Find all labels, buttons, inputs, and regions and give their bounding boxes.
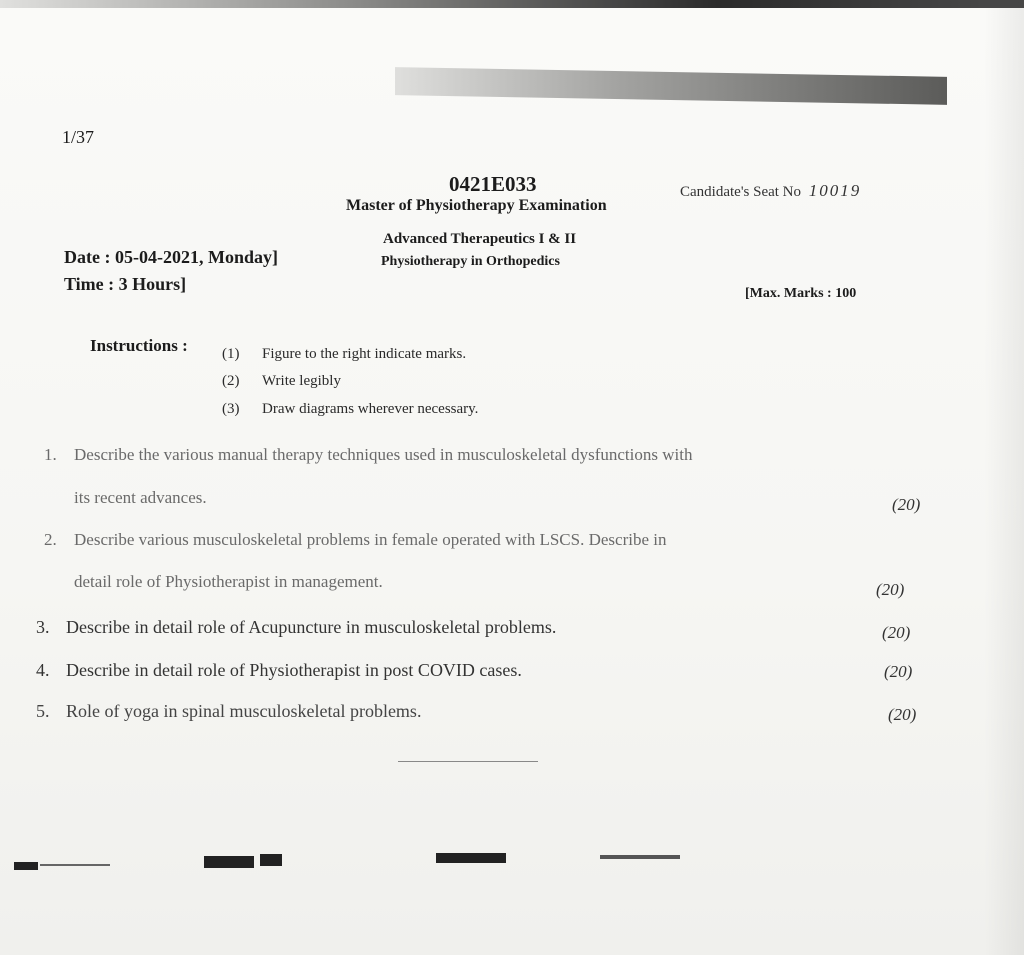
instruction-item	[222, 401, 478, 418]
end-divider	[398, 761, 538, 762]
footer-smudge	[600, 855, 680, 859]
question-number: 5.	[36, 701, 50, 721]
question-marks: (20)	[882, 623, 911, 642]
question-marks: (20)	[876, 580, 905, 599]
question-marks: (20)	[888, 705, 917, 724]
exam-paper-name: Physiotherapy in Orthopedics	[381, 254, 560, 269]
instruction-number: (3)	[222, 401, 240, 417]
instructions-label: Instructions :	[90, 336, 188, 355]
question-text: Describe various musculoskeletal problems in female operated with LSCS. Describe in	[74, 530, 667, 549]
scan-top-edge	[0, 0, 1024, 8]
seat-number	[680, 181, 861, 201]
question-1-continuation: its recent advances.	[74, 488, 207, 507]
instruction-number: (2)	[222, 373, 240, 389]
exam-time: Time : 3 Hours]	[64, 274, 187, 294]
question-marks: (20)	[884, 662, 913, 681]
instruction-number: (1)	[222, 346, 240, 362]
max-marks: [Max. Marks : 100	[745, 286, 857, 301]
instruction-item	[222, 346, 466, 363]
question-3	[36, 617, 556, 638]
question-2	[44, 530, 667, 550]
scan-right-edge	[984, 0, 1024, 955]
footer-smudge	[14, 862, 38, 870]
question-2-continuation: detail role of Physiotherapist in management.	[74, 572, 383, 591]
question-marks: (20)	[892, 495, 921, 514]
question-5	[36, 701, 421, 722]
paper-code: 0421E033	[449, 172, 537, 196]
footer-smudge	[260, 854, 282, 866]
question-number: 4.	[36, 660, 50, 680]
question-number: 3.	[36, 617, 50, 637]
footer-smudge	[436, 853, 506, 863]
exam-title: Master of Physiotherapy Examination	[346, 197, 607, 214]
seat-value: 10019	[808, 181, 862, 200]
question-number: 2.	[44, 530, 57, 549]
page-reference: 1/37	[62, 127, 95, 147]
header-redaction-bar	[395, 67, 947, 105]
question-4	[36, 660, 522, 681]
instruction-text: Figure to the right indicate marks.	[262, 346, 467, 362]
exam-date: Date : 05-04-2021, Monday]	[64, 247, 278, 267]
question-number: 1.	[44, 445, 57, 464]
seat-label: Candidate's Seat No	[680, 184, 802, 200]
footer-smudge	[204, 856, 254, 868]
question-text: Describe in detail role of Physiotherapist in post COVID cases.	[66, 660, 522, 680]
instruction-text: Write legibly	[262, 373, 341, 389]
instruction-text: Draw diagrams wherever necessary.	[262, 401, 479, 417]
question-text: Describe the various manual therapy techniques used in musculoskeletal dysfunctions with	[74, 445, 693, 464]
exam-subject: Advanced Therapeutics I & II	[383, 231, 577, 247]
instruction-item	[222, 373, 341, 390]
footer-smudge	[40, 864, 110, 866]
question-text: Role of yoga in spinal musculoskeletal problems.	[66, 701, 422, 721]
question-text: Describe in detail role of Acupuncture in musculoskeletal problems.	[66, 617, 557, 637]
question-1	[44, 445, 692, 465]
